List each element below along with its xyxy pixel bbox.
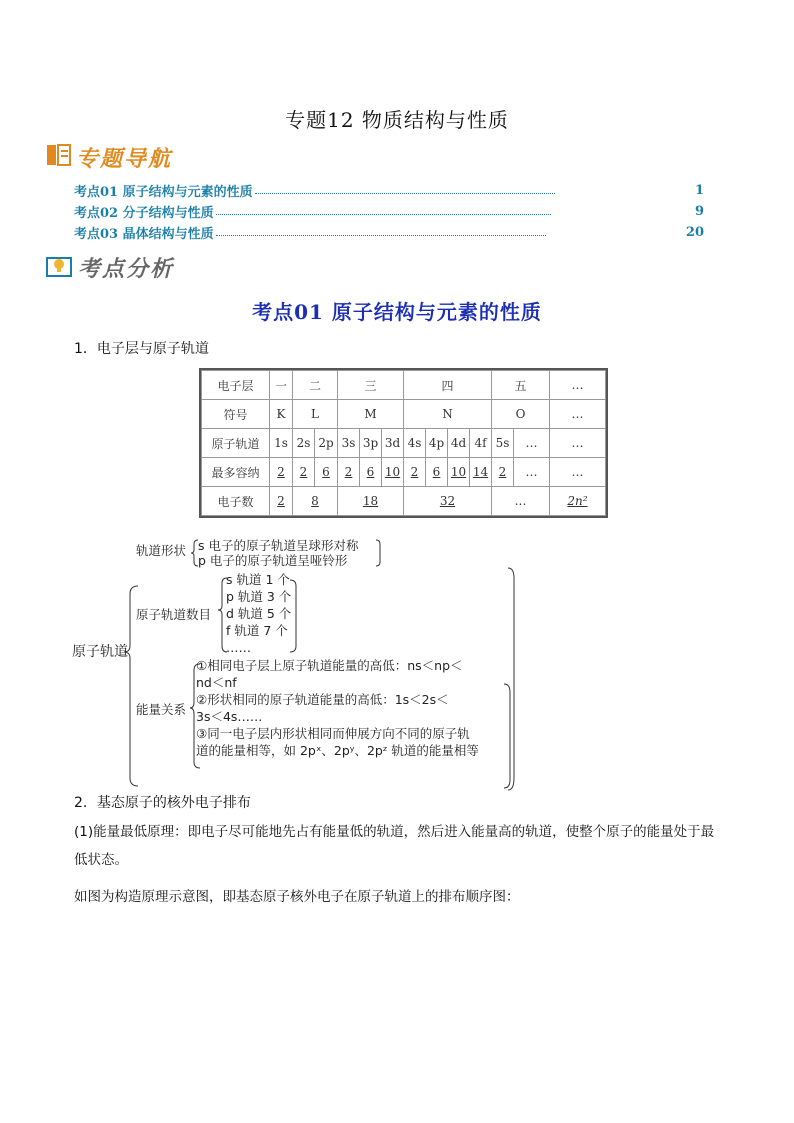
page-title: 专题12 物质结构与性质 <box>285 108 509 132</box>
cell: 6 <box>315 458 338 487</box>
paragraph: 如图为构造原理示意图，即基态原子核外电子在原子轨道上的排布顺序图： <box>74 889 520 905</box>
cell: 4p <box>426 429 448 458</box>
cell: 2 <box>293 458 315 487</box>
energy-line: ②形状相同的原子轨道能量的高低：1s＜2s＜ <box>196 692 449 707</box>
cell: 1s <box>270 429 293 458</box>
cell: … <box>492 487 550 516</box>
cell: 10 <box>448 458 470 487</box>
section-title: 考点01 原子结构与元素的性质 <box>252 300 542 324</box>
cell: … <box>514 429 550 458</box>
subheading-2: 2．基态原子的核外电子排布 <box>74 795 251 811</box>
toc-page: 1 <box>694 182 704 198</box>
energy-line: ①相同电子层上原子轨道能量的高低：ns＜np＜ <box>196 658 463 673</box>
toc-item[interactable] <box>74 222 704 242</box>
count-item: f 轨道 7 个 <box>226 623 288 638</box>
cell: … <box>550 429 606 458</box>
cell: K <box>270 400 293 429</box>
toc-label: 考点02 分子结构与性质 <box>74 205 214 221</box>
energy-list <box>196 657 479 759</box>
count-item: p 轨道 3 个 <box>226 589 292 604</box>
root-label: 原子轨道 <box>72 644 128 660</box>
count-item: d 轨道 5 个 <box>226 606 292 621</box>
cell: 4s <box>404 429 426 458</box>
cell: 电子数 <box>202 487 270 516</box>
cell: O <box>492 400 550 429</box>
cell: 二 <box>293 371 338 400</box>
cell: 2p <box>315 429 338 458</box>
toc-label: 考点01 原子结构与元素的性质 <box>74 184 253 200</box>
cell: 三 <box>338 371 404 400</box>
nav-heading: 专题导航 <box>76 147 173 172</box>
toc-page: 9 <box>694 203 704 219</box>
count-label: 原子轨道数目 <box>136 607 212 622</box>
toc-leader <box>255 193 555 194</box>
cell: 4d <box>448 429 470 458</box>
cell: 8 <box>293 487 338 516</box>
cell: 2s <box>293 429 315 458</box>
energy-line: 3s＜4s…… <box>196 709 263 724</box>
cell: 14 <box>470 458 492 487</box>
cell: 2 <box>270 458 293 487</box>
toc-label: 考点03 晶体结构与性质 <box>74 226 214 242</box>
cell: … <box>550 458 606 487</box>
cell: 符号 <box>202 400 270 429</box>
energy-label: 能量关系 <box>136 702 187 717</box>
toc-item[interactable] <box>74 180 704 200</box>
cell: 6 <box>426 458 448 487</box>
cell: 3p <box>360 429 382 458</box>
cell: 四 <box>404 371 492 400</box>
cell: M <box>338 400 404 429</box>
cell: 32 <box>404 487 492 516</box>
shape-label: 轨道形状 <box>136 543 187 558</box>
shape-p: p 电子的原子轨道呈哑铃形 <box>198 553 348 568</box>
energy-line: 道的能量相等，如 2pˣ、2pʸ、2pᶻ 轨道的能量相等 <box>196 743 479 758</box>
toc-item[interactable] <box>74 201 704 221</box>
paragraph: (1)能量最低原理：即电子尽可能地先占有能量低的轨道，然后进入能量高的轨道，使整个原子的能量处于最低状态。 <box>74 824 715 868</box>
count-list <box>226 571 291 656</box>
cell: 6 <box>360 458 382 487</box>
cell: 五 <box>492 371 550 400</box>
lightbulb-book-icon <box>46 252 74 278</box>
count-item: s 轨道 1 个 <box>226 572 290 587</box>
cell: … <box>550 400 606 429</box>
cell: 最多容纳 <box>202 458 270 487</box>
orbital-table <box>201 370 606 516</box>
cell: 电子层 <box>202 371 270 400</box>
energy-line: ③同一电子层内形状相同而伸展方向不同的原子轨 <box>196 726 470 741</box>
cell: 3s <box>338 429 360 458</box>
cell: 10 <box>382 458 404 487</box>
cell: 2 <box>404 458 426 487</box>
toc-leader <box>216 235 546 236</box>
cell: 3d <box>382 429 404 458</box>
count-item: …… <box>226 640 251 655</box>
cell: … <box>550 371 606 400</box>
cell: L <box>293 400 338 429</box>
cell: N <box>404 400 492 429</box>
cell: 18 <box>338 487 404 516</box>
shape-s: s 电子的原子轨道呈球形对称 <box>198 538 359 553</box>
toc-leader <box>216 214 551 215</box>
cell: 2 <box>338 458 360 487</box>
cell: 2 <box>270 487 293 516</box>
cell: … <box>514 458 550 487</box>
book-icon <box>46 142 72 168</box>
analysis-heading: 考点分析 <box>78 257 175 282</box>
toc-page: 20 <box>685 224 704 240</box>
cell: 5s <box>492 429 514 458</box>
cell: 2 <box>492 458 514 487</box>
cell: 一 <box>270 371 293 400</box>
cell: 4f <box>470 429 492 458</box>
energy-line: nd＜nf <box>196 675 237 690</box>
cell: 原子轨道 <box>202 429 270 458</box>
cell: 2n² <box>550 487 606 516</box>
subheading-1: 1．电子层与原子轨道 <box>74 341 209 357</box>
